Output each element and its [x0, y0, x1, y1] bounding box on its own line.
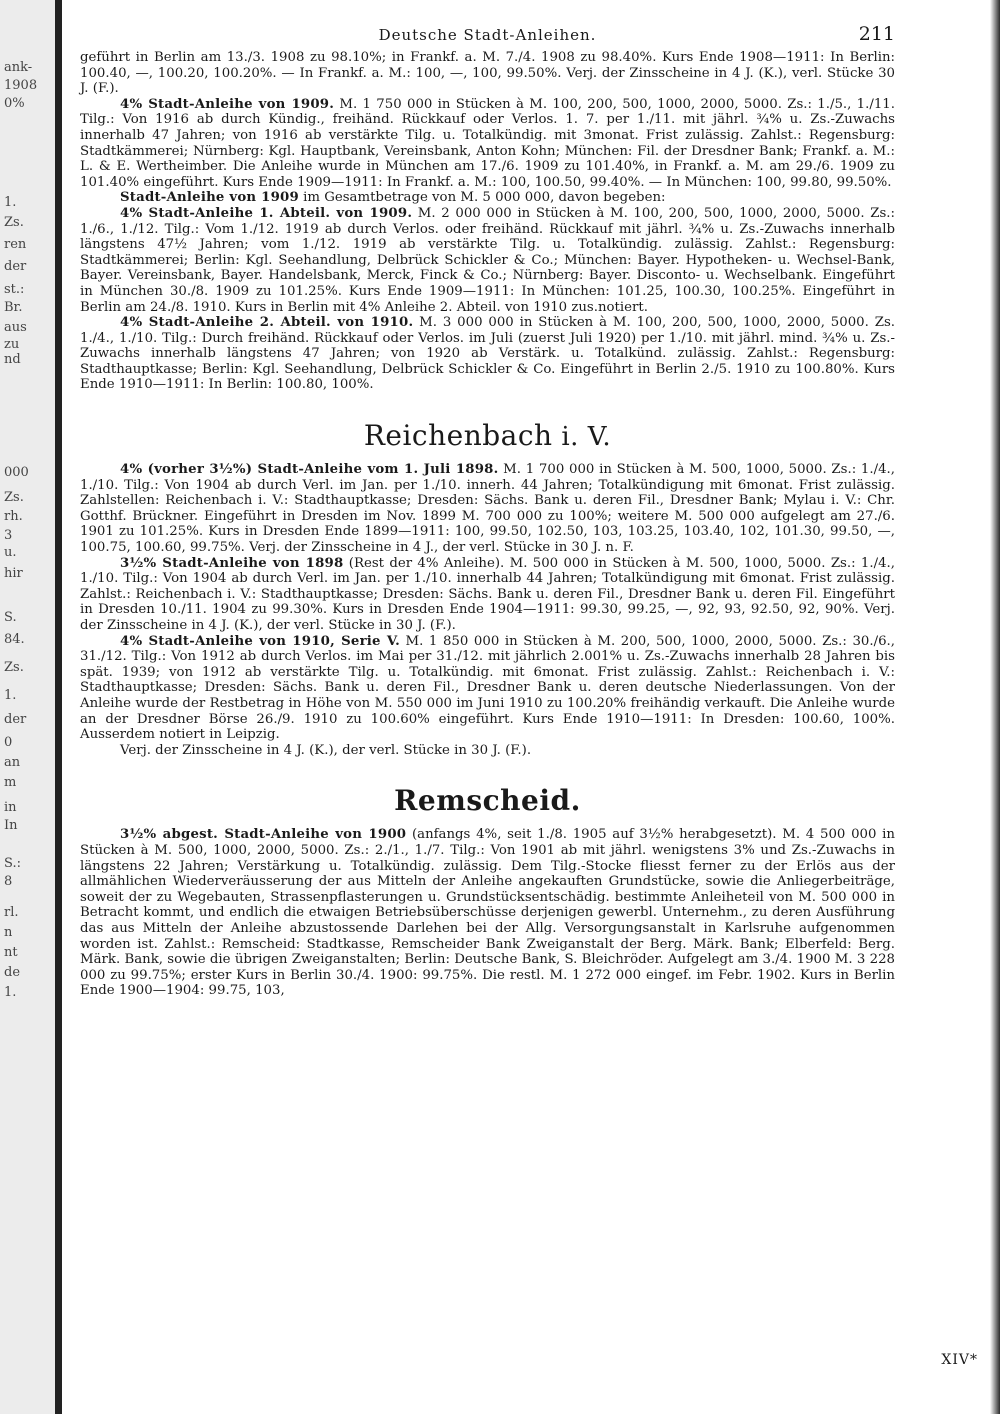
loan-1910-abt2-title: 4% Stadt-Anleihe 2. Abteil. von 1910. [120, 315, 414, 331]
remscheid-1900-title: 3½% abgest. Stadt-Anleihe von 1900 [120, 827, 407, 843]
loan-1909-text: M. 1 750 000 in Stücken à M. 100, 200, 500, 1000, 2000, 5000. Zs.: 1./5., 1./11. Tilg.: Von 1916 ab durch Kündig., freihänd. Rückkauf oder Verlos. 1. 7. per 1./11. mit jährl. ¾% u. Zs.-Zuwachs innerhalb 47 Jahren; von 1916 ab verstärkte Tilg. u. Totalkündig. mit 3monat. Frist zulässig. Zahlst.: Regensburg: Stadtkämmerei; Nürnberg: Kgl. Hauptbank, Vereinsbank, Anton Kohn; München: Fil. der Dresdner Bank; Frankf. a. M.: L. & E. Wertheimber. Die Anleihe wurde in München am 17./6. 1909 zu 101.40%, in Frankf. a. M. am 29./6. 1909 zu 101.40% eingeführt. Kurs Ende 1909—1911: In Frankf. a. M.: 100, 100.50, 99.40%. — In München: 100, 99.80, 99.50%. [80, 96, 895, 190]
margin-fragment: Zs. [4, 215, 24, 230]
section-title-remscheid [80, 784, 895, 817]
loan-1910-abt2-paragraph [80, 315, 895, 393]
margin-fragment: 0 [4, 735, 13, 750]
margin-fragment: ren [4, 237, 27, 252]
loan-1909-paragraph [80, 97, 895, 191]
margin-fragment: der [4, 259, 27, 274]
margin-fragment: rl. [4, 905, 19, 920]
margin-fragment: 1908 [4, 78, 38, 93]
margin-fragment: In [4, 818, 18, 833]
loan-1909-total-paragraph [80, 190, 895, 206]
loan-1909-title: 4% Stadt-Anleihe von 1909. [120, 96, 335, 112]
reichenbach-1898-text: M. 1 700 000 in Stücken à M. 500, 1000, 5000. Zs.: 1./4., 1./10. Tilg.: Von 1904 ab durch Verl. im Jan. per 1./10. innerh. 44 Jahren; Totalkündigung mit 6monat. Frist zulässig. Zahlstellen: Reichenbach i. V.: Stadthauptkasse; Dresden: Sächs. Bank u. deren Fil., Dresdner Bank; Mylau i. V.: Chr. Gotthf. Brückner. Eingeführt in Dresden im Nov. 1899 M. 700 000 zu 100%; weitere M. 500 000 aufgelegt am 27./6. 1901 zu 101.25%. Kurs in Dresden Ende 1899—1911: 100, 99.50, 102.50, 103, 103.25, 103.40, 102, 101.30, 99.50, —, 100.75, 100.60, 99.75%. Verj. der Zinsscheine in 4 J., der verl. Stücke in 30 J. n. F. [80, 462, 895, 556]
binding-edge [55, 0, 62, 1414]
margin-fragment: S. [4, 610, 17, 625]
margin-fragment: zu [4, 337, 20, 352]
margin-fragment: 0% [4, 96, 25, 111]
document-page [80, 18, 895, 999]
section-name-reichenbach: Reichenbach [363, 419, 553, 453]
margin-fragment: de [4, 965, 21, 980]
margin-fragment: 1. [4, 985, 17, 1000]
reichenbach-1910-verj: Verj. der Zinsscheine in 4 J. (K.), der verl. Stücke in 30 J. (F.). [120, 742, 532, 758]
margin-fragment: n [4, 925, 13, 940]
section-name-remscheid: Remscheid. [394, 784, 581, 818]
reichenbach-1910-title: 4% Stadt-Anleihe von 1910, Serie V. [120, 633, 400, 649]
margin-fragment: rh. [4, 509, 23, 524]
remscheid-1900-paragraph [80, 827, 895, 999]
margin-fragment: Zs. [4, 490, 24, 505]
margin-fragment: st.: [4, 282, 25, 297]
margin-fragment: der [4, 712, 27, 727]
berlin-continuation-text: geführt in Berlin am 13./3. 1908 zu 98.10%; in Frankf. a. M. 7./4. 1908 zu 98.40%. Kurs Ende 1908—1911: In Berlin: 100.40, —, 100.20, 100.20%. — In Frankf. a. M.: 100, —, 100, 99.50%. Verj. der Zinsscheine in 4 J. (K.), verl. Stücke 30 J. (F.). [80, 50, 895, 97]
berlin-continuation-paragraph [80, 50, 895, 97]
loan-1910-abt2-text: M. 3 000 000 in Stücken à M. 100, 200, 500, 1000, 2000, 5000. Zs. 1./4., 1./10. Tilg.: Durch freihänd. Rückkauf oder Verlos. im Juli (zuerst Juli 1920) per 1./10. mit jährl. mind. ¾% u. Zs.-Zuwachs innerhalb längstens 47 Jahren; von 1920 ab Verstärk. u. Totalkünd. zulässig. Zahlst.: Regensburg: Stadthauptkasse; Berlin: Kgl. Seehandlung, Delbrück Schickler & Co. Eingeführt in Berlin 2./5. 1910 zu 100.80%. Kurs Ende 1910—1911: In Berlin: 100.80, 100%. [80, 315, 896, 393]
reichenbach-1898-rest-paragraph [80, 556, 895, 634]
margin-fragment: 1. [4, 195, 17, 210]
margin-fragment: nt [4, 945, 18, 960]
loan-1909-total-text: im Gesamtbetrage von M. 5 000 000, davon begeben: [298, 190, 666, 206]
reichenbach-1910-paragraph [80, 634, 895, 743]
running-header [80, 18, 895, 50]
reichenbach-1910-text: M. 1 850 000 in Stücken à M. 200, 500, 1000, 2000, 5000. Zs.: 30./6., 31./12. Tilg.: Von 1912 ab durch Verlos. im Mai per 31./12. mit jährlich 2.001% u. Zs.-Zuwachs innerhalb 28 Jahren bis spät. 1939; von 1912 ab verstärkte Tilg. u. Totalkündig. mit 6monat. Frist zulässig. Zahlst.: Reichenbach i. V.: Stadthauptkasse; Dresden: Sächs. Bank u. deren Fil., Dresdner Bank u. deren deutsche Niederlassungen. Von der Anleihe wurde der Restbetrag in Höhe von M. 550 000 im Juni 1910 zu 100.20% freihändig verkauft. Die Anleihe wurde an der Dresdner Börse 26./9. 1910 zu 100.60% eingeführt. Kurs Ende 1910—1911: In Dresden: 100.60, 100%. Ausserdem notiert in Leipzig. [80, 633, 895, 743]
margin-fragment: 8 [4, 874, 13, 889]
margin-fragment: S.: [4, 856, 21, 871]
margin-fragment: m [4, 775, 17, 790]
right-page-edge [990, 0, 1000, 1414]
margin-fragment: u. [4, 545, 17, 560]
margin-fragment: ank- [4, 60, 33, 75]
margin-fragment: 3 [4, 528, 13, 543]
loan-1909-total-title: Stadt-Anleihe von 1909 [120, 190, 299, 206]
margin-fragment: in [4, 800, 17, 815]
margin-fragment: nd [4, 352, 21, 367]
section-title-reichenbach [80, 419, 895, 452]
remscheid-1900-text: (anfangs 4%, seit 1./8. 1905 auf 3½% herabgesetzt). M. 4 500 000 in Stücken à M. 500, 1000, 2000, 5000. Zs.: 2./1., 1./7. Tilg.: Von 1901 ab mit jährl. wenigstens 3% und Zs.-Zuwachs in längstens 22 Jahren; Verstärkung u. Totalkündig. zulässig. Dem Tilg.-Stocke fliesst ferner zu der Erlös aus der allmählichen Wiederveräusserung der aus Mitteln der Anleihe angekauften Grundstücke, sowie die Anliegerbeiträge, soweit der zu Wegebauten, Strassenpflasterungen u. Grundstücksentschädig. bestimmte Anleiheteil von M. 500 000 in Betracht kommt, und endlich die etwaigen Betriebsüberschüsse derjenigen gewerbl. Unternehm., zu deren Ausführung das aus Mitteln der Anleihe abzustossende Darlehen bei der Allg. Versorgungsanstalt in Karlsruhe aufgenommen worden ist. Zahlst.: Remscheid: Stadtkasse, Remscheider Bank Zweiganstalt der Berg. Märk. Bank; Elberfeld: Berg. Märk. Bank, sowie die übrigen Zweiganstalten; Berlin: Deutsche Bank, S. Bleichröder. Aufgelegt am 3./4. 1900 M. 3 228 000 zu 99.75%; erster Kurs in Berlin 30./4. 1900: 99.75%. Die restl. M. 1 272 000 eingef. im Febr. 1902. Kurs in Berlin Ende 1900—1904: 99.75, 103, [80, 827, 895, 999]
reichenbach-1898-rest-text: (Rest der 4% Anleihe). M. 500 000 in Stücken à M. 500, 1000, 5000. Zs.: 1./4., 1./10. Tilg.: Von 1904 ab durch Verl. im Jan. per 1./10. innerhalb 44 Jahren; Totalkündigung mit 6monat. Frist zulässig. Zahlst.: Reichenbach i. V.: Stadthauptkasse; Dresden: Sächs. Bank u. deren Fil., Dresdner Bank u. deren Fil. Eingeführt in Dresden 10./11. 1904 zu 99.30%. Kurs in Dresden Ende 1904—1911: 99.30, 99.25, —, 92, 93, 92.50, 92, 90%. Verj. der Zinsscheine in 4 J. (K.), der verl. Stücke in 30 J. (F.). [80, 555, 895, 633]
left-page-margin [0, 0, 62, 1414]
margin-fragment: Br. [4, 300, 23, 315]
margin-fragment: Zs. [4, 660, 24, 675]
reichenbach-1898-title: 4% (vorher 3½%) Stadt-Anleihe vom 1. Juli 1898. [120, 462, 499, 478]
loan-1909-abt1-paragraph [80, 206, 895, 315]
margin-fragment: 000 [4, 465, 29, 480]
margin-fragment: 1. [4, 688, 17, 703]
reichenbach-1898-rest-title: 3½% Stadt-Anleihe von 1898 [120, 555, 344, 571]
margin-fragment: an [4, 755, 21, 770]
signature-mark: XIV* [941, 1352, 978, 1368]
loan-1909-abt1-title: 4% Stadt-Anleihe 1. Abteil. von 1909. [120, 205, 413, 221]
margin-fragment: 84. [4, 632, 25, 647]
running-title: Deutsche Stadt-Anleihen. [378, 26, 597, 44]
margin-fragment: aus [4, 320, 27, 335]
section-suffix-reichenbach: i. V. [552, 422, 612, 453]
page-number: 211 [858, 23, 895, 45]
reichenbach-1898-paragraph [80, 462, 895, 556]
loan-1909-abt1-text: M. 2 000 000 in Stücken à M. 100, 200, 500, 1000, 2000, 5000. Zs.: 1./6., 1./12. Tilg.: Vom 1./12. 1919 ab durch Verlos. oder freihänd. Rückkauf mit jährl. ¾% u. Zs.-Zuwachs innerhalb längstens 47½ Jahren; vom 1./12. 1919 ab verstärkte Tilg. u. Totalkündig. zulässig. Zahlst.: Regensburg: Stadtkämmerei; Berlin: Kgl. Seehandlung, Delbrück Schickler & Co.; München: Bayer. Hypotheken- u. Wechsel-Bank, Bayer. Vereinsbank, Bayer. Handelsbank, Merck, Finck & Co.; Nürnberg: Bayer. Disconto- u. Wechselbank. Eingeführt in München 30./8. 1909 zu 101.25%. Kurs Ende 1909—1911: In München: 101.25, 100.30, 100.25%. Eingeführt in Berlin am 24./8. 1910. Kurs in Berlin mit 4% Anleihe 2. Abteil. von 1910 zus.notiert. [80, 205, 895, 315]
reichenbach-1910-verj-paragraph [80, 743, 895, 759]
margin-fragment: hir [4, 566, 23, 581]
